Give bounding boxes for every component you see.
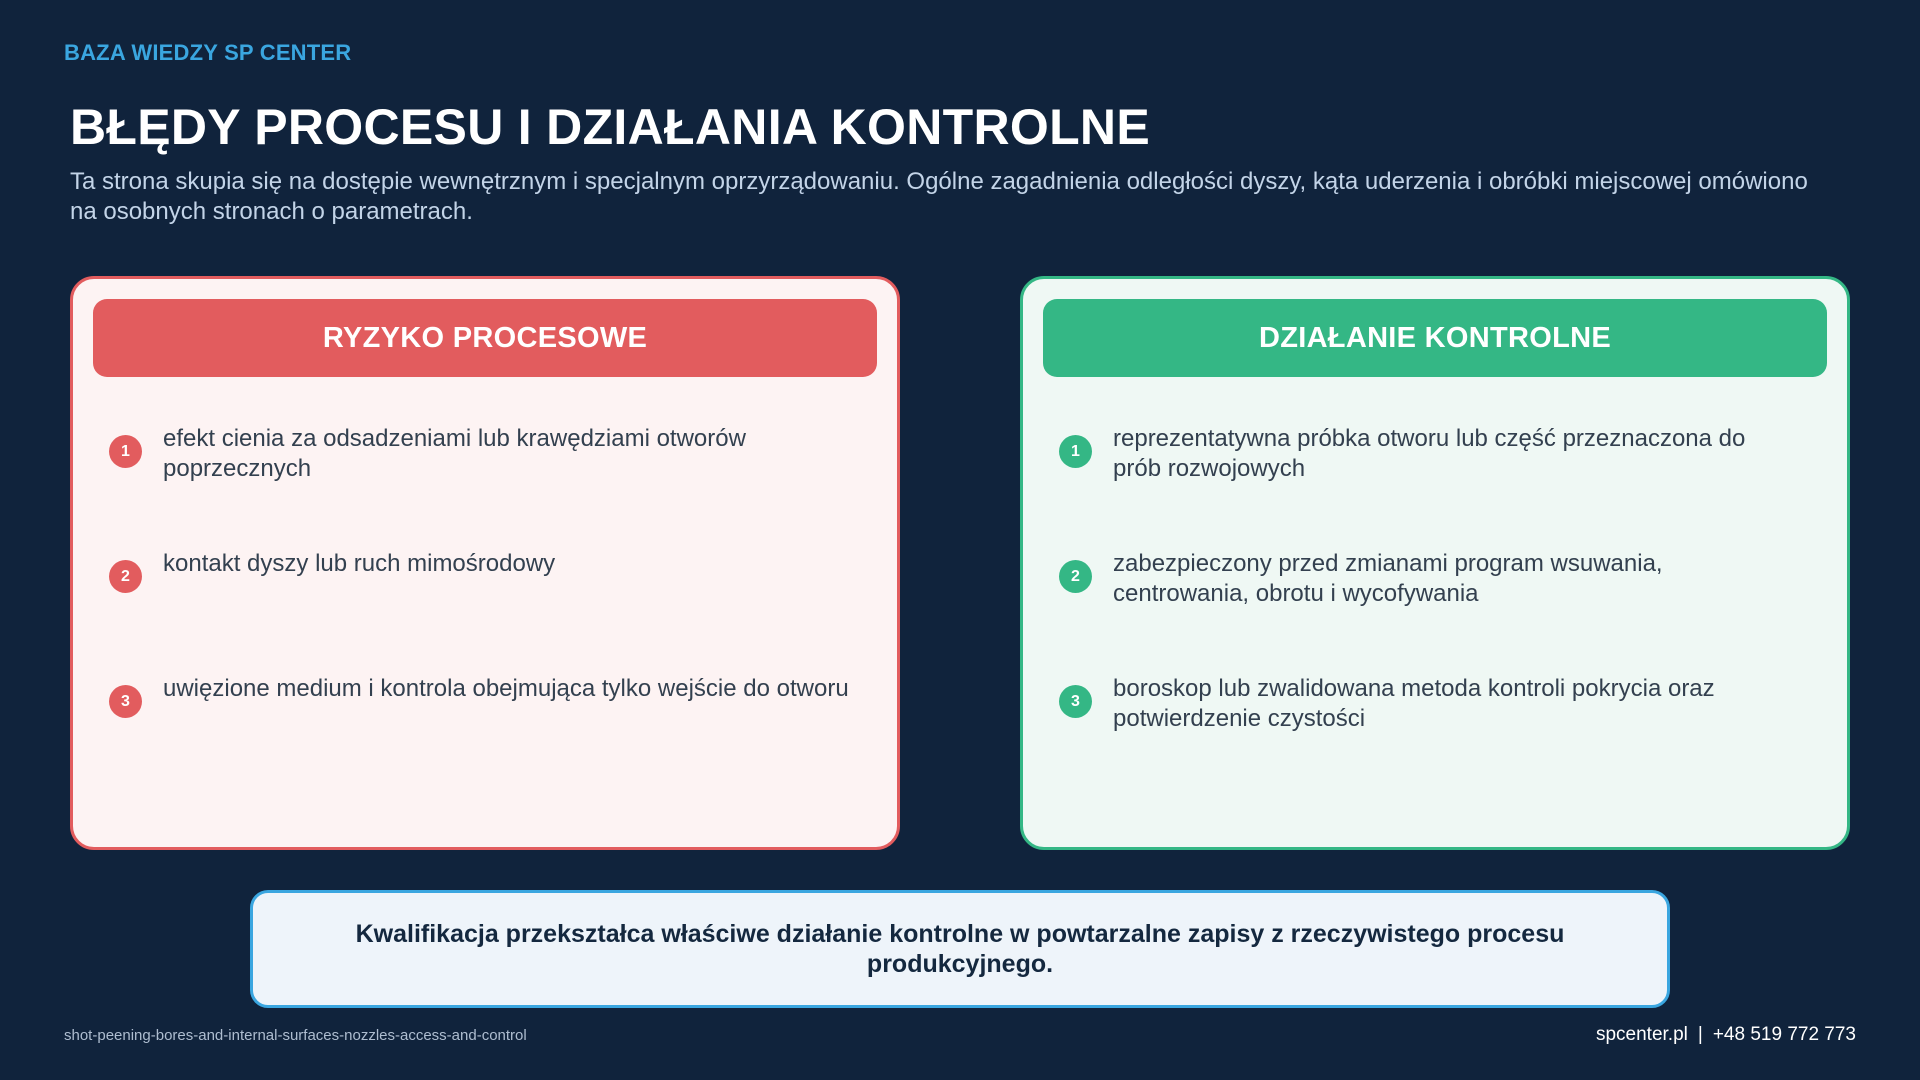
number-badge-icon: 1 bbox=[1059, 435, 1092, 468]
phone-number[interactable]: +48 519 772 773 bbox=[1712, 1024, 1856, 1045]
number-badge-icon: 2 bbox=[1059, 560, 1092, 593]
control-panel-heading: DZIAŁANIE KONTROLNE bbox=[1043, 299, 1827, 377]
risk-item-text: uwięzione medium i kontrola obejmująca tylko wejście do otworu bbox=[163, 675, 849, 702]
risk-item-text: kontakt dyszy lub ruch mimośrodowy bbox=[163, 550, 556, 577]
control-item bbox=[1059, 421, 1799, 484]
risk-item-text: efekt cienia za odsadzeniami lub krawędziami otworów poprzecznych bbox=[163, 425, 746, 482]
control-panel bbox=[1020, 276, 1850, 850]
control-item bbox=[1059, 546, 1799, 609]
summary-text: Kwalifikacja przekształca właściwe działanie kontrolne w powtarzalne zapisy z rzeczywistego procesu produkcyjnego. bbox=[355, 920, 1565, 978]
risk-item bbox=[109, 546, 849, 593]
page-subtitle: Ta strona skupia się na dostępie wewnętrznym i specjalnym oprzyrządowaniu. Ogólne zagadnienia odległości dyszy, kąta uderzenia i obróbki miejscowej omówiono na osobnych stronach o parametrach. bbox=[70, 168, 1808, 225]
control-item-text: boroskop lub zwalidowana metoda kontroli pokrycia oraz potwierdzenie czystości bbox=[1113, 675, 1715, 732]
number-badge-icon: 1 bbox=[109, 435, 142, 468]
risk-item bbox=[109, 421, 849, 484]
risk-item bbox=[109, 671, 849, 718]
contact-info bbox=[1596, 1024, 1856, 1046]
brand-label: BAZA WIEDZY SP CENTER bbox=[64, 40, 352, 65]
risk-panel-heading: RYZYKO PROCESOWE bbox=[93, 299, 877, 377]
control-item bbox=[1059, 671, 1799, 734]
control-item-text: zabezpieczony przed zmianami program wsuwania, centrowania, obrotu i wycofywania bbox=[1113, 550, 1663, 607]
page-title: BŁĘDY PROCESU I DZIAŁANIA KONTROLNE bbox=[70, 99, 1150, 155]
risk-panel bbox=[70, 276, 900, 850]
control-item-text: reprezentatywna próbka otworu lub część przeznaczona do prób rozwojowych bbox=[1113, 425, 1746, 482]
contact-separator: | bbox=[1697, 1024, 1703, 1045]
number-badge-icon: 3 bbox=[109, 685, 142, 718]
number-badge-icon: 2 bbox=[109, 560, 142, 593]
number-badge-icon: 3 bbox=[1059, 685, 1092, 718]
website-link[interactable]: spcenter.pl bbox=[1595, 1024, 1688, 1045]
summary-callout bbox=[250, 890, 1670, 1008]
page-slug: shot-peening-bores-and-internal-surfaces-nozzles-access-and-control bbox=[64, 1027, 527, 1044]
